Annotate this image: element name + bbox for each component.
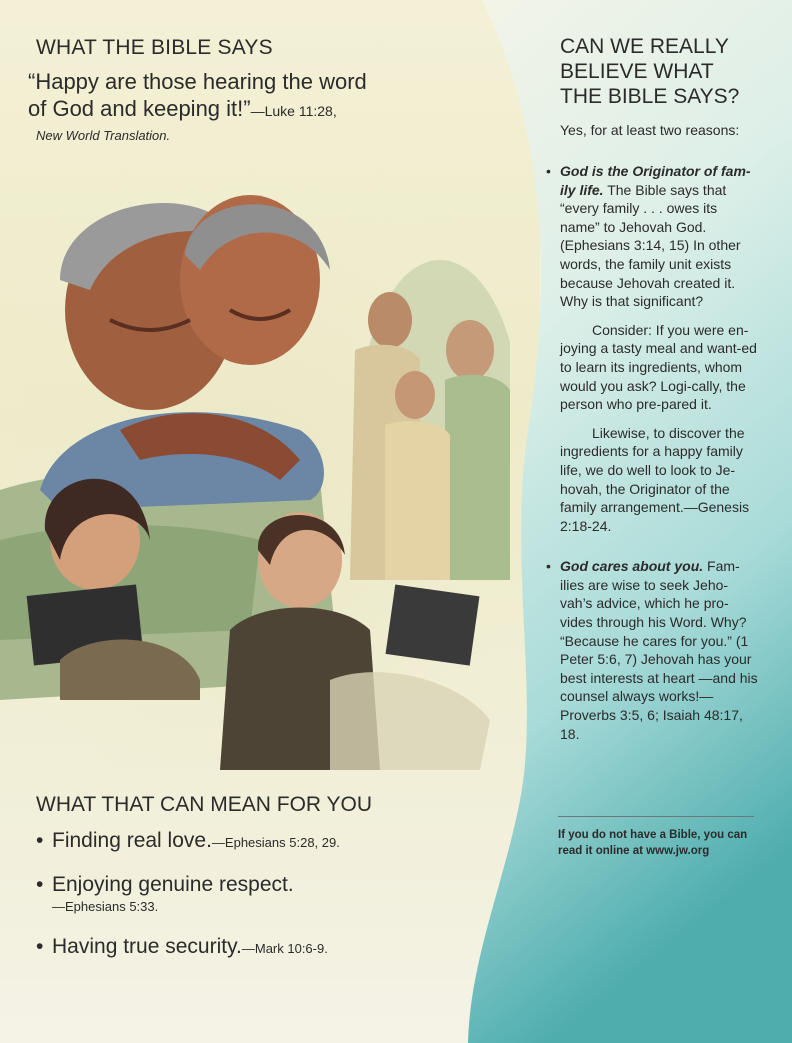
reason-two-body: Fam-ilies are wise to seek Jeho-vah’s advice, which he pro-vides through his Word. Why? “Because he cares for you.” (1 Peter 5:6, 7) Jehovah has your best interests at heart —and his counsel always works!—Proverbs 3:5, 6; Isaiah 48:17, 18.: [560, 558, 758, 742]
reason-one: [544, 162, 758, 311]
meaning-item-text: Finding real love.: [52, 829, 212, 852]
right-heading-line: BELIEVE WHAT: [560, 60, 714, 83]
right-heading-line: CAN WE REALLY: [560, 35, 729, 58]
quote-text: “Happy are those hearing the word of God and keeping it!”: [28, 69, 367, 121]
meaning-list: [36, 828, 476, 978]
meaning-heading: WHAT THAT CAN MEAN FOR YOU: [36, 793, 373, 816]
quote-reference: —Luke 11:28,: [250, 103, 337, 119]
meaning-item-text: Having true security.: [52, 935, 242, 958]
reason-two: [544, 557, 758, 743]
intro-text: Yes, for at least two reasons:: [560, 122, 740, 138]
right-heading: [560, 34, 780, 109]
list-item: [36, 934, 476, 961]
meaning-item-reference: —Mark 10:6-9.: [241, 941, 328, 956]
right-heading-line: THE BIBLE SAYS?: [560, 85, 740, 108]
left-heading: WHAT THE BIBLE SAYS: [36, 36, 273, 59]
reason-two-lead: God cares about you.: [560, 558, 704, 575]
list-item: [36, 872, 476, 917]
scripture-quote: [28, 68, 368, 147]
list-item: [36, 828, 476, 855]
meaning-item-text: Enjoying genuine respect.: [52, 873, 294, 896]
family-illustration: [0, 160, 510, 770]
quote-translation: New World Translation.: [36, 128, 171, 143]
divider: [558, 816, 754, 817]
reason-one-lead: God is the Originator of fam-ily life.: [560, 163, 751, 198]
reason-one-paragraph-2: Consider: If you were en-joying a tasty meal and want-ed to learn its ingredients, whom would you ask? Logi-cally, the person who pre-pared it.: [560, 321, 757, 413]
reason-one-body: The Bible says that “every family . . . owes its name” to Jehovah God. (Ephesians 3:14, 15) In other words, the family unit exists because Jehovah created it. Why is that significant?: [560, 181, 741, 310]
reasons-column: [544, 162, 758, 753]
bible-online-note: If you do not have a Bible, you can read it online at www.jw.org: [558, 829, 748, 857]
meaning-item-reference: —Ephesians 5:33.: [52, 899, 159, 914]
meaning-item-reference: —Ephesians 5:28, 29.: [211, 835, 340, 850]
reason-one-paragraph-3: Likewise, to discover the ingredients for a happy family life, we do well to look to Je-hovah, the Originator of the family arrangement.—Genesis 2:18-24.: [560, 424, 750, 534]
